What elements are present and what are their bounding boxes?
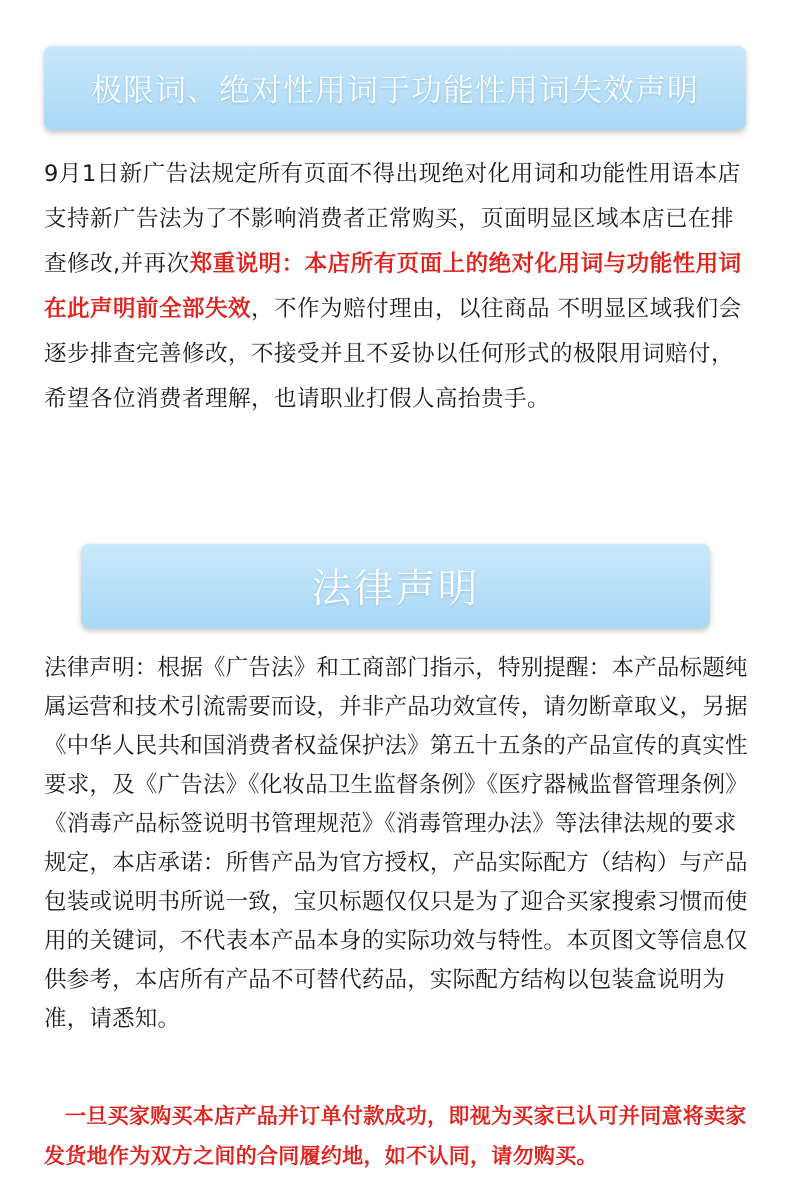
section-title-banner-legal	[81, 543, 710, 628]
legal-statement-paragraph: 法律声明：根据《广告法》和工商部门指示，特别提醒：本产品标题纯属运营和技术引流需要而设，并非产品功效宣传，请勿断章取义，另据《中华人民共和国消费者权益保护法》第五十五条的产品宣传的真实性要求，及《广告法》《化妆品卫生监督条例》《医疗器械监督管理条例》《消毒产品标签说明书管理规范》《消毒管理办法》等法律法规的要求规定，本店承诺：所售产品为官方授权，产品实际配方（结构）与产品包装或说明书所说一致，宝贝标题仅仅只是为了迎合买家搜索习惯而使用的关键词，不代表本产品本身的实际功效与特性。本页图文等信息仅供参考，本店所有产品不可替代药品，实际配方结构以包装盒说明为准，请悉知。	[44, 655, 748, 1032]
section-title-banner-disclaimer	[44, 45, 746, 130]
disclaimer-text-intro: 9月1日新广告法规定所有页面不得出现绝对化用词和功能性用语本店支持新广告法为了不影响消费者正常购买，页面明显区域本店已在排查修改,并再次	[44, 161, 741, 277]
disclaimer-paragraph	[44, 152, 749, 422]
disclaimer-text-highlight: 郑重说明：本店所有页面上的绝对化用词与功能性用词在此声明前全部失效	[44, 251, 742, 322]
section-title-legal: 法律声明	[311, 566, 480, 612]
purchase-notice-paragraph: 一旦买家购买本店产品并订单付款成功，即视为买家已认可并同意将卖家发货地作为双方之间的合同履约地，如不认同，请勿购买。	[44, 1104, 747, 1168]
section-title-disclaimer: 极限词、绝对性用词于功能性用词失效声明	[91, 73, 699, 109]
disclaimer-text-outro: ，不作为赔付理由，以往商品 不明显区域我们会逐步排查完善修改，不接受并且不妥协以任何形式的极限用词赔付，希望各位消费者理解，也请职业打假人高抬贵手。	[44, 296, 742, 412]
